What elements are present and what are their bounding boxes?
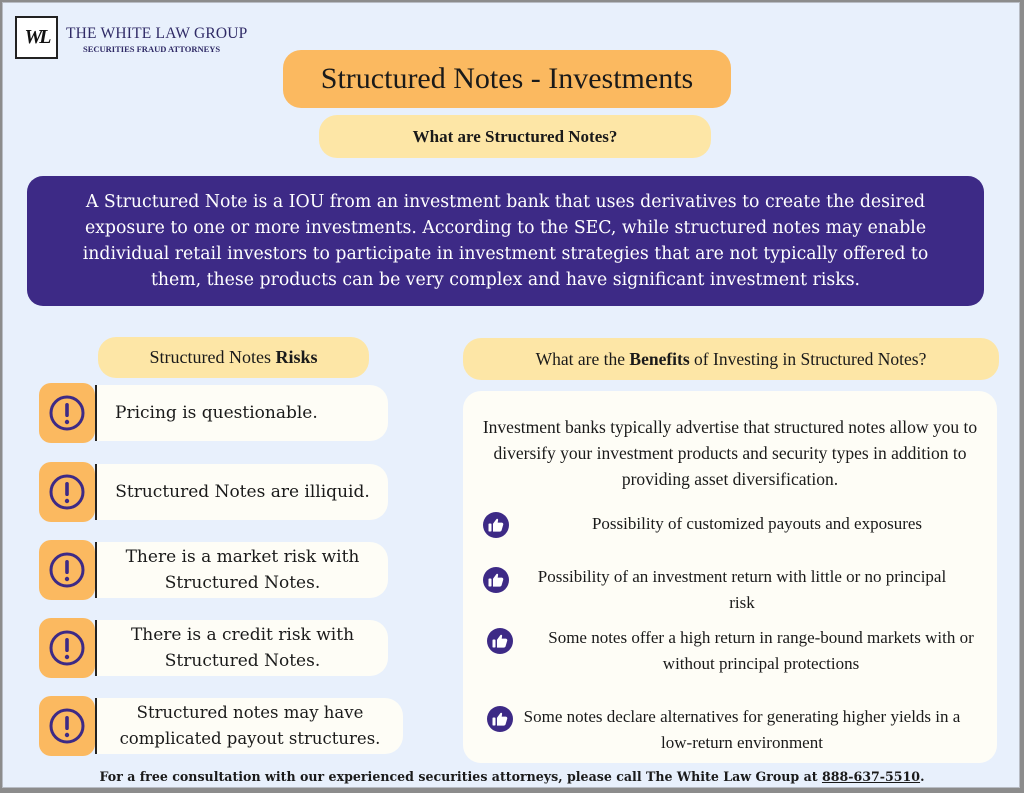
exclamation-circle-icon — [39, 696, 95, 756]
thumbs-up-icon — [487, 706, 513, 732]
infographic-page — [2, 2, 1020, 788]
intro-text: A Structured Note is a IOU from an investment bank that uses derivatives to create the desired exposure to one or more investments. According to the SEC, while structured notes may enable individual retail investors to participate in investment strategies that are not typically offered to them, these products can be very complex and have significant investment risks. — [82, 192, 929, 290]
footer-end: . — [920, 769, 925, 784]
risks-heading-bold: Risks — [275, 347, 318, 367]
intro-panel — [27, 176, 984, 306]
logo: WL — [15, 16, 58, 59]
benefit-text: Some notes offer a high return in range-bound markets with or without principal protections — [548, 628, 974, 673]
benefits-heading-prefix: What are the — [535, 348, 630, 369]
risk-text: Pricing is questionable. — [95, 385, 388, 441]
footer-text: For a free consultation with our experienced securities attorneys, please call The White Law Group at — [99, 769, 822, 784]
risk-text: There is a credit risk with Structured Notes. — [95, 620, 388, 676]
phone-link[interactable]: 888-637-5510 — [821, 769, 921, 784]
thumbs-up-icon — [487, 628, 513, 654]
risks-heading-prefix: Structured Notes — [149, 347, 276, 367]
benefit-text: Possibility of customized payouts and exposures — [591, 514, 923, 533]
benefits-heading-bold: Benefits — [629, 348, 690, 369]
exclamation-circle-icon — [39, 618, 95, 678]
exclamation-circle-icon — [39, 462, 95, 522]
benefits-heading — [463, 338, 999, 380]
benefits-intro: Investment banks typically advertise that structured notes allow you to diversify your investment products and security types in addition to providing asset diversification. — [482, 417, 978, 489]
thumbs-up-icon — [483, 567, 509, 593]
risk-text: There is a market risk with Structured Notes. — [95, 542, 388, 598]
thumbs-up-icon — [483, 512, 509, 538]
benefit-text: Some notes declare alternatives for generating higher yields in a low-return environment — [523, 707, 961, 752]
page-title: Structured Notes - Investments — [283, 50, 731, 108]
exclamation-circle-icon — [39, 540, 95, 600]
brand-name: THE WHITE LAW GROUP — [66, 25, 248, 42]
benefit-text: Possibility of an investment return with little or no principal risk — [537, 567, 947, 612]
risk-text: Structured notes may have complicated payout structures. — [95, 698, 403, 754]
footer-cta — [3, 769, 1021, 784]
benefits-card — [463, 391, 997, 763]
brand-tagline: SECURITIES FRAUD ATTORNEYS — [83, 44, 221, 54]
risk-text: Structured Notes are illiquid. — [95, 464, 388, 520]
risks-heading — [98, 337, 369, 378]
benefits-heading-suffix: of Investing in Structured Notes? — [689, 348, 927, 369]
section-heading-what-are: What are Structured Notes? — [319, 115, 711, 158]
exclamation-circle-icon — [39, 383, 95, 443]
